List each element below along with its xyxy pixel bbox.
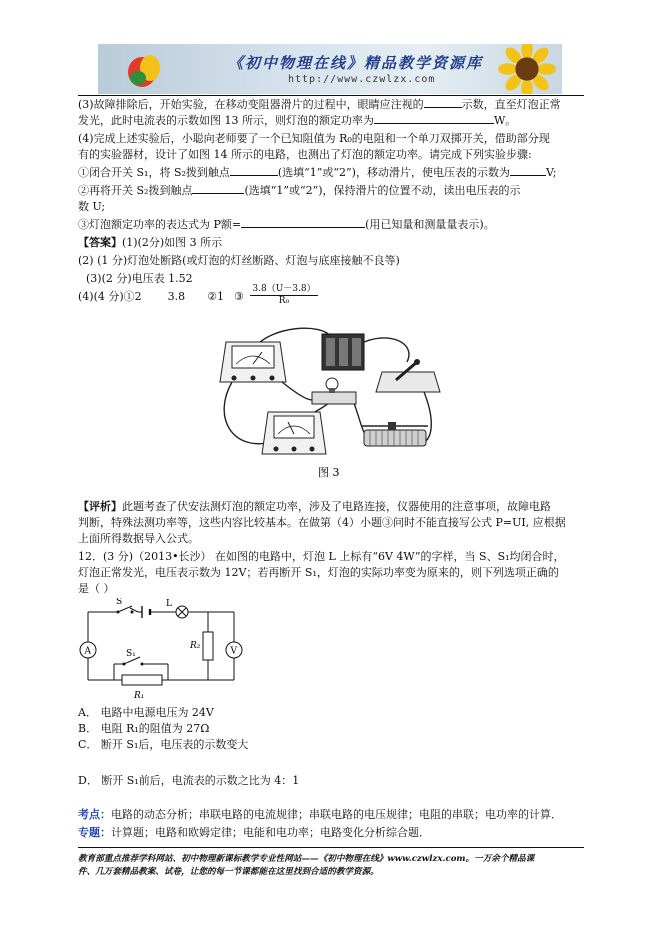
knowledge-points: 考点：电路的动态分析；串联电路的电流规律；串联电路的电压规律；电阻的串联；电功率的计算． <box>78 808 562 821</box>
figure-3-label: 图 3 <box>318 466 340 479</box>
label-l: L <box>166 599 172 609</box>
q12-line-1: 12．(3 分)（2013•长沙） 在如图的电路中，灯泡 L 上标有“6V 4W”的字样，当 S、S₁均闭合时， <box>78 550 565 563</box>
q12-line-2: 灯泡正常发光，电压表示数为 12V；若再断开 S₁，灯泡的实际功率变为原来的，则下列选项正确的 <box>78 566 559 579</box>
q-step-3: ③灯泡额定功率的表达式为 P额= (用已知量和测量量表示)。 <box>78 218 495 231</box>
footer-rule <box>78 847 584 848</box>
comment-line-3: 上面所得数据导入公式。 <box>78 532 199 545</box>
switch-icon <box>376 359 440 392</box>
battery-icon <box>322 334 364 370</box>
ammeter-icon <box>220 342 286 382</box>
q-step-2: ②再将开关 S₂拨到触点 (选填“1”或“2”)，保持滑片的位置不动，读出电压表的示 <box>78 184 521 197</box>
option-d: D． 断开 S₁前后，电流表的示数之比为 4：1 <box>78 774 300 787</box>
q-step-2-cont: 数 U; <box>78 200 106 213</box>
label-s1: S₁ <box>126 649 136 659</box>
topic-tags: 专题：计算题；电路和欧姆定律；电能和电功率；电路变化分析综合题． <box>78 826 430 839</box>
lamp-l-icon <box>176 606 188 618</box>
lamp-icon <box>312 378 356 404</box>
battery-cell-icon <box>142 606 150 618</box>
q-step-1: ①闭合开关 S₁，将 S₂拨到触点 (选填“1”或“2”)，移动滑片，使电压表的示数为 V; <box>78 166 557 179</box>
resistor-r1-icon <box>122 675 162 685</box>
ammeter-a-icon <box>80 642 96 658</box>
answer-line-3: (3)(2 分)电压表 1.52 <box>86 272 193 285</box>
answer-line-2: (2) (1 分)灯泡处断路(或灯泡的灯丝断路、灯泡与底座接触不良等) <box>78 254 400 267</box>
label-s: S <box>116 598 123 607</box>
comment-line-1: 【评析】此题考查了伏安法测灯泡的额定功率，涉及了电路连接，仪器使用的注意事项，故障电路 <box>78 500 551 513</box>
answer-formula: 3.8（U－3.8） R₀ <box>250 284 318 307</box>
footer-line-2: 件、几万套精品教案、试卷，让您的每一节课都能在这里找到合适的教学资源。 <box>78 867 379 877</box>
banner-title: 《初中物理在线》精品教学资源库 <box>228 54 484 72</box>
voltmeter-icon <box>262 412 326 454</box>
banner-url[interactable]: http://www.czwlzx.com <box>288 74 436 85</box>
svg-text:V: V <box>230 646 237 657</box>
answer-line-1: 【答案】(1)(2分)如图 3 所示 <box>78 236 223 249</box>
sunflower-icon <box>498 44 556 94</box>
resistor-r2-icon <box>203 632 213 660</box>
site-logo-icon <box>124 50 164 90</box>
figure-3-apparatus <box>212 322 448 482</box>
switch-s-icon <box>117 606 134 614</box>
q12-circuit-diagram <box>78 598 248 704</box>
q-line-4b: 有的实验器材，设计了如图 14 所示的电路，也测出了灯泡的额定功率。请完成下列实验步骤: <box>78 148 532 161</box>
label-r1: R₁ <box>134 691 145 701</box>
header-rule <box>78 95 584 96</box>
label-r2: R₂ <box>190 641 201 651</box>
voltmeter-v-icon <box>226 642 242 658</box>
header-banner <box>98 44 562 94</box>
answer-line-4: (4)(4 分)①2 3.8 ②1 ③ <box>78 290 244 303</box>
q-line-3b: 发光，此时电流表的示数如图 13 所示，则灯泡的额定功率为 W。 <box>78 114 517 127</box>
q-line-4a: (4)完成上述实验后，小聪向老师要了一个已知阻值为 R₀的电阻和一个单刀双掷开关，借助部分现 <box>78 132 550 145</box>
option-b: B． 电阻 R₁的阻值为 27Ω <box>78 722 210 735</box>
rheostat-icon <box>362 422 428 446</box>
q12-line-3: 是（ ） <box>78 582 115 595</box>
option-c: C． 断开 S₁后，电压表的示数变大 <box>78 738 249 751</box>
option-a: A． 电路中电源电压为 24V <box>78 706 214 719</box>
comment-line-2: 判断，特殊法测功率等，这些内容比较基本。在做第（4）小题③问时不能直接写公式 P=UI, 应根据 <box>78 516 566 529</box>
svg-text:A: A <box>84 646 91 657</box>
footer-line-1: 教育部重点推荐学科网站、初中物理新课标教学专业性网站——《初中物理在线》www.czwlzx.com。一万余个精品课 <box>78 854 535 864</box>
q-line-3a: (3)故障排除后，开始实验，在移动变阻器滑片的过程中，眼睛应注视的 示数，直至灯泡正常 <box>78 98 561 111</box>
